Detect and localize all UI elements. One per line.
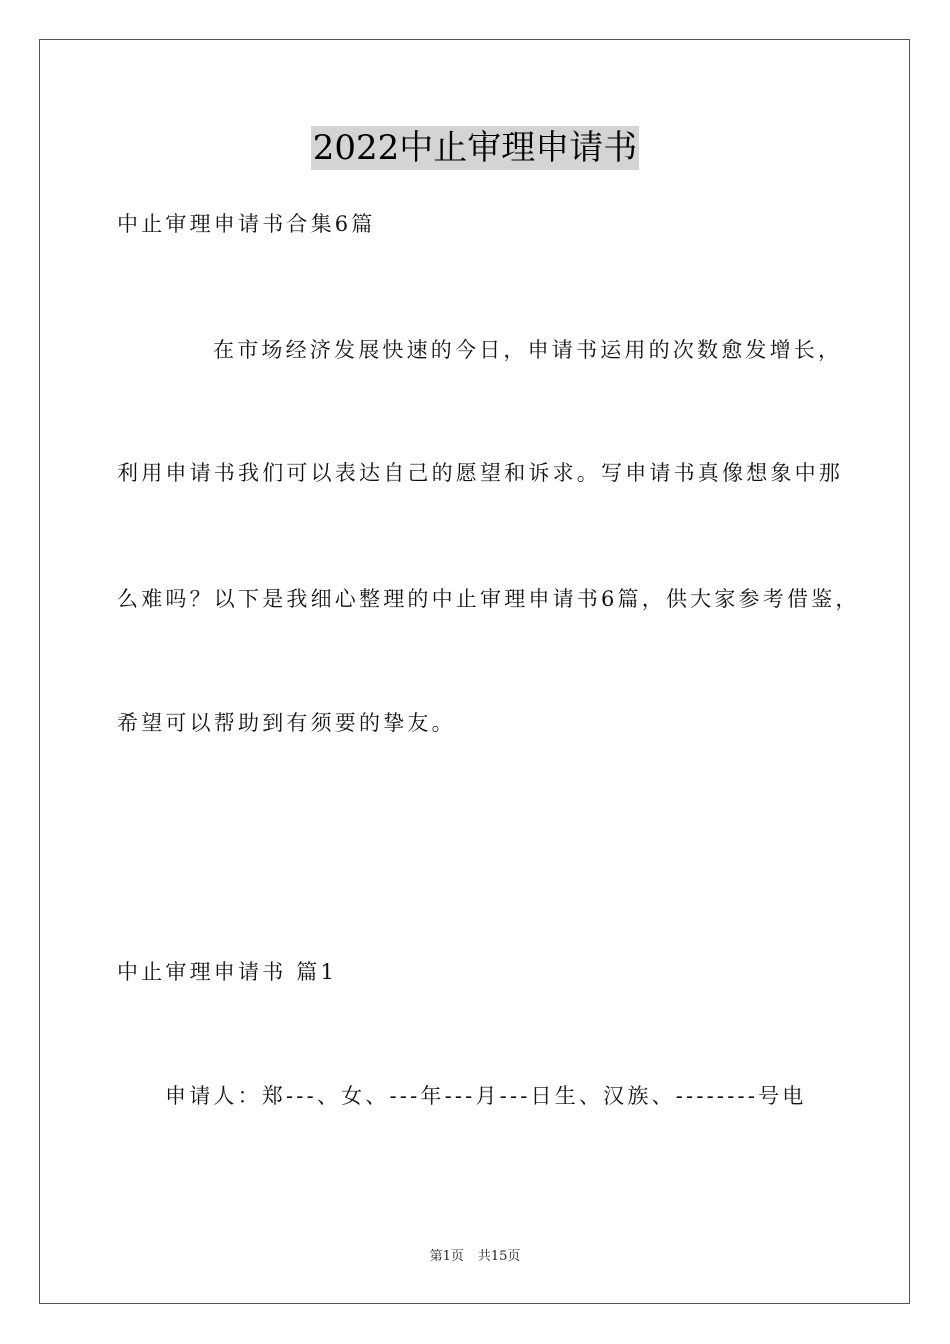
document-subtitle: 中止审理申请书合集6篇 — [117, 212, 376, 236]
intro-line-3: 么难吗？以下是我细心整理的中止审理申请书6篇，供大家参考借鉴， — [117, 587, 860, 611]
title-container — [0, 126, 950, 170]
document-title: 2022中止审理申请书 — [312, 128, 638, 168]
page-total: 共15页 — [477, 1249, 521, 1264]
applicant-line: 申请人：郑---、女、---年---月---日生、汉族、--------号电 — [165, 1084, 807, 1108]
section-heading: 中止审理申请书 篇1 — [117, 960, 338, 984]
page-number: 第1页 — [429, 1249, 464, 1264]
page-footer — [0, 1248, 950, 1266]
intro-line-4: 希望可以帮助到有须要的挚友。 — [117, 711, 456, 735]
intro-line-1: 在市场经济发展快速的今日，申请书运用的次数愈发增长， — [213, 338, 843, 362]
intro-line-2: 利用申请书我们可以表达自己的愿望和诉求。写申请书真像想象中那 — [117, 461, 843, 485]
